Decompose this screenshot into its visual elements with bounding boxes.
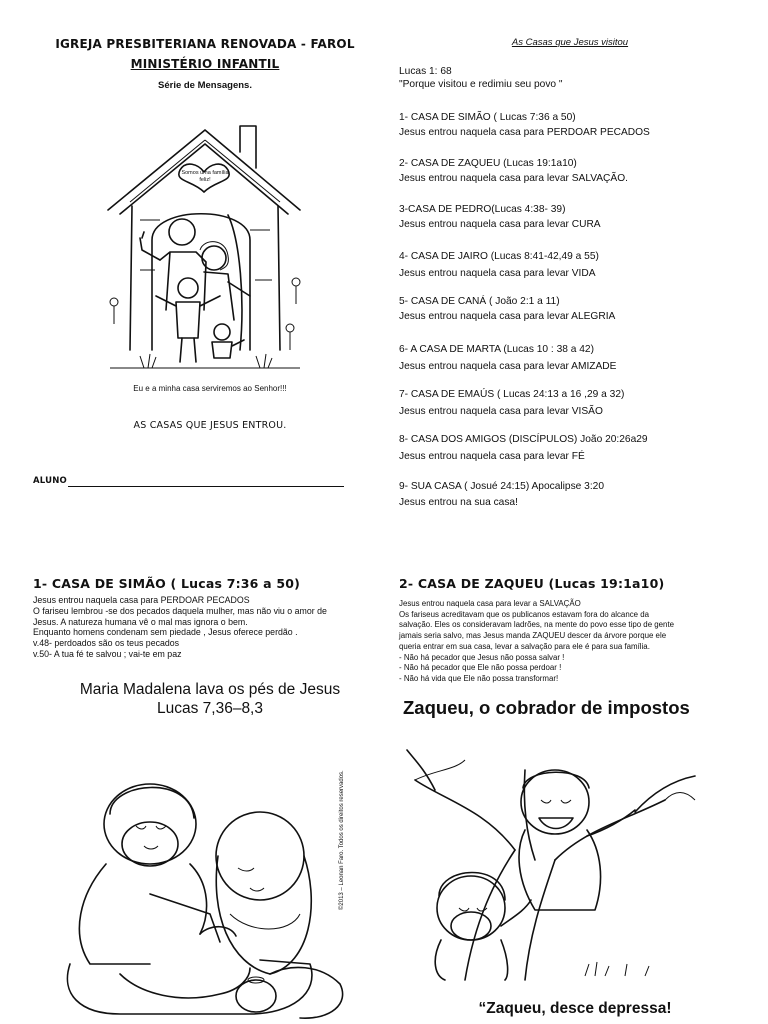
zacchaeus-tree-illustration xyxy=(405,740,705,980)
simao-line: O fariseu lembrou -se dos pecados daquela mulher, mas não viu o amor de xyxy=(33,605,327,616)
index-item-title: 6- A CASA DE MARTA (Lucas 10 : 38 a 42) xyxy=(399,344,594,355)
simao-reference: Lucas 7,36–8,3 xyxy=(156,700,263,717)
index-item xyxy=(399,431,648,465)
index-item-title: 1- CASA DE SIMÃO ( Lucas 7:36 a 50) xyxy=(399,112,576,123)
index-reference: Lucas 1: 68 xyxy=(399,66,452,77)
zaqueu-line: - Não há vida que Ele não possa transformar! xyxy=(399,673,559,683)
zaqueu-line: Jesus entrou naquela casa para levar a SALVAÇÃO xyxy=(399,599,581,608)
index-item-title: 5- CASA DE CANÁ ( João 2:1 a 11) xyxy=(399,296,560,307)
index-title: As Casas que Jesus visitou xyxy=(511,37,629,48)
zaqueu-title: 2- CASA DE ZAQUEU (Lucas 19:1a10) xyxy=(399,576,665,591)
church-name: IGREJA PRESBITERIANA RENOVADA - FAROL xyxy=(55,37,355,51)
index-item-title: 4- CASA DE JAIRO (Lucas 8:41-42,49 a 55) xyxy=(399,251,599,262)
booklet-title: AS CASAS QUE JESUS ENTROU. xyxy=(133,420,287,431)
zaqueu-line: salvação. Eles os consideravam ladrões, na mente do povo esse tipo de gente xyxy=(399,620,675,630)
index-item-title: 9- SUA CASA ( Josué 24:15) Apocalipse 3:20 xyxy=(399,481,605,492)
simao-line: Enquanto homens condenam sem piedade , Jesus oferece perdão . xyxy=(33,627,298,638)
index-item-text: Jesus entrou naquela casa para levar VIDA xyxy=(399,268,596,279)
zaqueu-line: - Não há pecador que Jesus não possa salvar ! xyxy=(399,652,565,662)
heart-text: Somos uma família feliz! xyxy=(181,170,229,183)
simao-caption: Maria Madalena lava os pés de Jesus xyxy=(79,681,341,698)
ministry-name: MINISTÉRIO INFANTIL xyxy=(130,57,280,71)
index-item-text: Jesus entrou naquela casa para levar AMIZADE xyxy=(399,361,617,372)
index-item-text: Jesus entrou naquela casa para levar SALVAÇÃO. xyxy=(399,173,628,184)
index-item xyxy=(399,156,628,186)
family-verse: Eu e a minha casa serviremos ao Senhor!!! xyxy=(133,384,287,393)
zaqueu-line: jamais seria salvo, mas Jesus manda ZAQUEU descer da árvore porque ele xyxy=(399,631,667,641)
zaqueu-line: queria entrar em sua casa, levar a salvação para ele é para sua família. xyxy=(399,641,650,651)
zaqueu-line: - Não há pecador que Ele não possa perdoar ! xyxy=(399,663,562,673)
simao-title: 1- CASA DE SIMÃO ( Lucas 7:36 a 50) xyxy=(33,576,301,591)
series-label: Série de Mensagens. xyxy=(158,80,252,91)
student-label: ALUNO xyxy=(33,476,67,486)
index-item-title: 7- CASA DE EMAÚS ( Lucas 24:13 a 16 ,29 a 32) xyxy=(399,389,625,400)
index-item-title: 3-CASA DE PEDRO(Lucas 4:38- 39) xyxy=(399,204,566,215)
index-item-text: Jesus entrou naquela casa para levar ALEGRIA xyxy=(399,311,616,322)
copyright-line: ©2013 – Leonan Faro. Todos os direitos reservados. xyxy=(339,770,345,910)
mary-magdalene-illustration xyxy=(60,764,360,1024)
zaqueu-picture-title: Zaqueu, o cobrador de impostos xyxy=(403,697,690,718)
simao-text xyxy=(33,595,368,660)
index-quote: "Porque visitou e redimiu seu povo " xyxy=(399,79,563,90)
index-item-title: 8- CASA DOS AMIGOS (DISCÍPULOS) João 20:26a29 xyxy=(399,434,648,445)
index-item xyxy=(399,294,615,324)
index-item-text: Jesus entrou na sua casa! xyxy=(399,497,518,508)
index-item xyxy=(399,202,601,232)
house-family-illustration xyxy=(100,110,310,380)
simao-line: Jesus. A natureza humana vê o mal mas ignora o bem. xyxy=(33,616,248,627)
zaqueu-quote: “Zaqueu, desce depressa! xyxy=(478,1000,672,1017)
index-item xyxy=(399,479,604,511)
simao-line: Jesus entrou naquela casa para PERDOAR PECADOS xyxy=(33,595,250,605)
index-item-text: Jesus entrou naquela casa para levar VISÃO xyxy=(399,406,603,417)
student-name-line xyxy=(68,486,344,487)
simao-line: v.50- A tua fé te salvou ; vai-te em paz xyxy=(33,648,182,659)
zaqueu-text xyxy=(399,599,739,685)
index-item xyxy=(399,386,624,420)
index-item xyxy=(399,248,599,282)
index-item-title: 2- CASA DE ZAQUEU (Lucas 19:1a10) xyxy=(399,158,577,169)
zaqueu-line: Os fariseus acreditavam que os publicanos estavam fora do alcance da xyxy=(399,609,650,619)
index-item xyxy=(399,110,650,140)
index-item xyxy=(399,341,616,375)
index-item-text: Jesus entrou naquela casa para PERDOAR PECADOS xyxy=(399,127,650,138)
index-item-text: Jesus entrou naquela casa para levar FÉ xyxy=(399,451,585,462)
index-item-text: Jesus entrou naquela casa para levar CURA xyxy=(399,219,601,230)
simao-line: v.48- perdoados são os teus pecados xyxy=(33,638,180,649)
